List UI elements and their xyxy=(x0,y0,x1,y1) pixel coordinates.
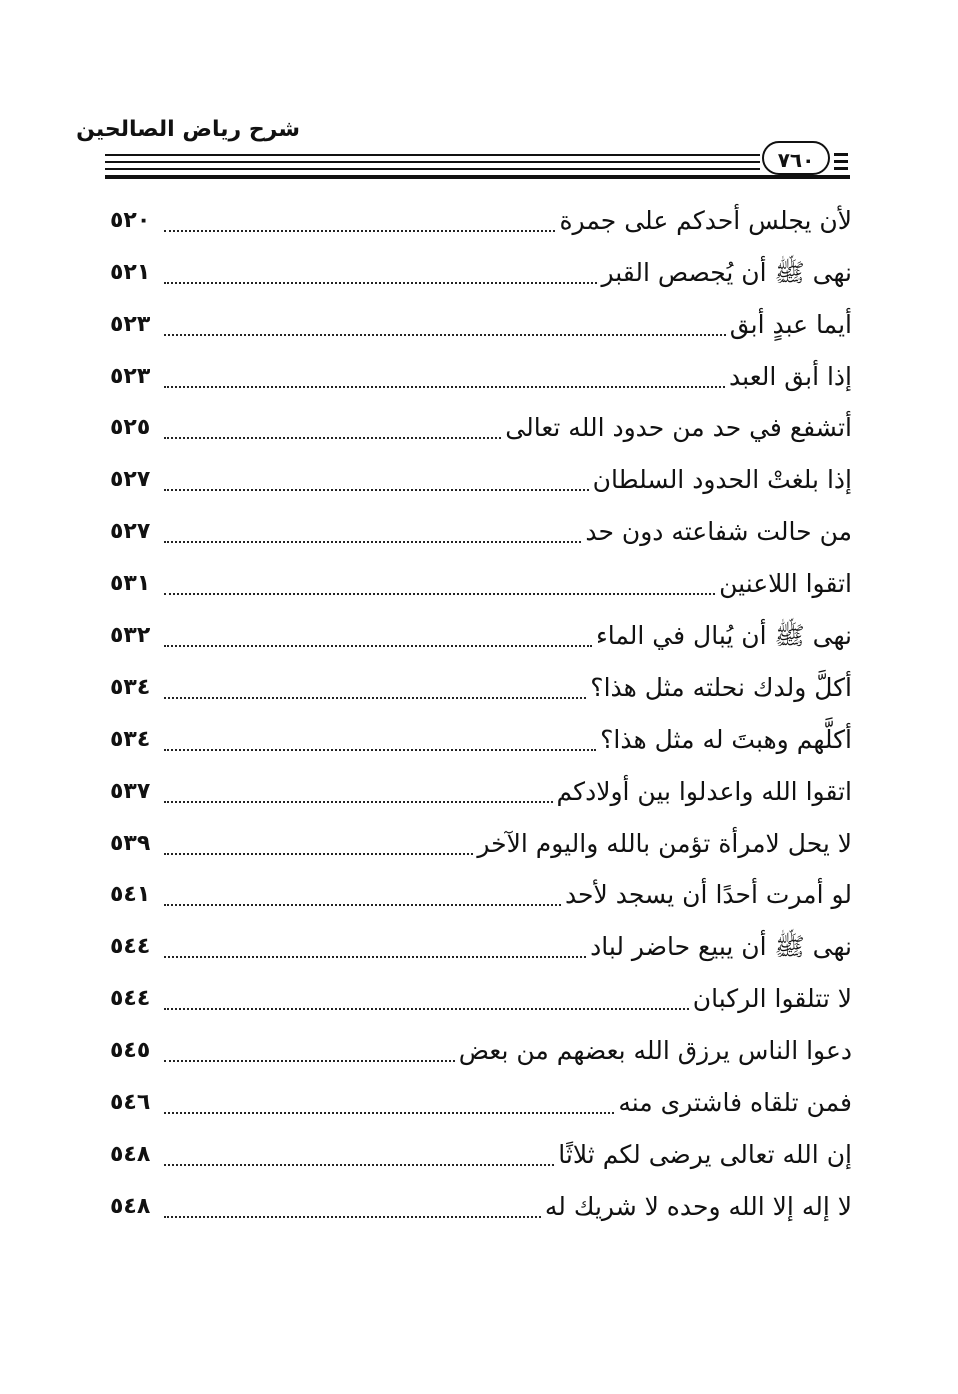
toc-entry-page: ٥٤٦ xyxy=(110,1090,151,1116)
toc-entry-title: أيما عبدٍ أبق xyxy=(729,309,852,339)
toc-entry-title: أكلَّهم وهبتَ له مثل هذا؟ xyxy=(600,724,852,754)
toc-entry xyxy=(110,1176,852,1228)
toc-entry-title: لا إله إلا الله وحده لا شريك له xyxy=(544,1191,852,1221)
dot-leader xyxy=(164,1060,455,1062)
toc-entry-page: ٥٢٠ xyxy=(110,207,151,233)
toc-entry-page: ٥٣٤ xyxy=(110,674,151,700)
toc-entry-title: لا يحل لامرأة تؤمن بالله واليوم الآخر xyxy=(477,828,852,858)
toc-entry-title: نهى ﷺ أن يبيع حاضر لباد xyxy=(590,932,852,962)
toc-entry xyxy=(110,1072,852,1124)
dot-leader xyxy=(164,1164,554,1166)
toc-entry-title: نهى ﷺ أن يُبال في الماء xyxy=(595,621,852,651)
toc-entry-title: إذا بلغتْ الحدود السلطان xyxy=(592,465,852,495)
toc-entry xyxy=(110,1020,852,1072)
toc-entry xyxy=(110,294,852,346)
toc-entry-title: اتقوا اللاعنين xyxy=(719,569,852,599)
dot-leader xyxy=(164,437,501,439)
toc-entry-title: أتشفع في حد من حدود الله تعالى xyxy=(505,413,852,443)
toc-entry xyxy=(110,709,852,761)
header-rule xyxy=(105,161,760,163)
toc-entry-title: فمن تلقاه فاشترى منه xyxy=(618,1088,852,1118)
toc-entry-page: ٥٣١ xyxy=(110,571,151,597)
toc-entry-title: نهى ﷺ أن يُجصص القبر xyxy=(601,257,852,287)
dot-leader xyxy=(164,541,581,543)
toc-entry xyxy=(110,553,852,605)
table-of-contents xyxy=(110,190,852,1228)
toc-entry-page: ٥٢٧ xyxy=(110,519,151,545)
header-ornament xyxy=(834,160,848,163)
toc-entry-page: ٥٢٣ xyxy=(110,311,151,337)
dot-leader xyxy=(164,489,589,491)
toc-entry-title: إن الله تعالى يرضى لكم ثلاثًا xyxy=(558,1139,852,1169)
toc-entry-page: ٥٣٢ xyxy=(110,623,151,649)
toc-entry xyxy=(110,346,852,398)
toc-entry xyxy=(110,190,852,242)
toc-entry-title: اتقوا الله واعدلوا بين أولادكم xyxy=(556,776,852,806)
toc-entry-page: ٥٢٥ xyxy=(110,415,151,441)
toc-entry xyxy=(110,449,852,501)
header-ornament xyxy=(834,153,848,156)
toc-entry xyxy=(110,813,852,865)
dot-leader xyxy=(164,1216,541,1218)
toc-entry xyxy=(110,968,852,1020)
dot-leader xyxy=(164,334,726,336)
toc-entry xyxy=(110,605,852,657)
toc-entry xyxy=(110,916,852,968)
toc-entry xyxy=(110,761,852,813)
running-header xyxy=(0,0,958,200)
dot-leader xyxy=(164,853,473,855)
page-number-badge: ٧٦٠ xyxy=(762,141,830,175)
dot-leader xyxy=(164,645,592,647)
toc-entry-page: ٥٤٨ xyxy=(110,1141,151,1167)
dot-leader xyxy=(164,904,561,906)
header-rule-thick xyxy=(105,175,850,179)
dot-leader xyxy=(164,282,597,284)
toc-entry-title: لو أمرت أحدًا أن يسجد لأحد xyxy=(564,880,852,910)
toc-entry-page: ٥٤٤ xyxy=(110,934,151,960)
toc-entry-page: ٥٢١ xyxy=(110,259,151,285)
toc-entry-title: من حالت شفاعته دون حد xyxy=(585,517,852,547)
toc-entry-page: ٥٣٤ xyxy=(110,726,151,752)
toc-entry xyxy=(110,501,852,553)
toc-entry-title: لا تتلقوا الركبان xyxy=(692,984,852,1014)
toc-entry xyxy=(110,657,852,709)
toc-entry-title: لأن يجلس أحدكم على جمرة xyxy=(559,205,852,235)
dot-leader xyxy=(164,1112,614,1114)
toc-entry-title: دعوا الناس يرزق الله بعضهم من بعض xyxy=(458,1036,852,1066)
toc-entry-title: أكلَّ ولدك نحلته مثل هذا؟ xyxy=(590,672,852,702)
toc-entry xyxy=(110,1124,852,1176)
toc-entry xyxy=(110,242,852,294)
dot-leader xyxy=(164,386,725,388)
dot-leader xyxy=(164,697,586,699)
toc-entry-page: ٥٤١ xyxy=(110,882,151,908)
dot-leader xyxy=(164,1008,689,1010)
toc-entry-page: ٥٣٧ xyxy=(110,778,151,804)
toc-entry-page: ٥٢٧ xyxy=(110,467,151,493)
toc-entry-page: ٥٤٥ xyxy=(110,1038,151,1064)
header-ornament xyxy=(834,167,848,170)
toc-entry xyxy=(110,865,852,917)
toc-entry xyxy=(110,398,852,450)
dot-leader xyxy=(164,956,586,958)
toc-entry-title: إذا أبق العبد xyxy=(729,361,852,391)
dot-leader xyxy=(164,230,555,232)
dot-leader xyxy=(164,749,596,751)
dot-leader xyxy=(164,801,553,803)
toc-entry-page: ٥٤٨ xyxy=(110,1193,151,1219)
dot-leader xyxy=(164,593,715,595)
header-rule xyxy=(105,168,760,170)
header-rule xyxy=(105,154,760,156)
toc-entry-page: ٥٤٤ xyxy=(110,986,151,1012)
toc-entry-page: ٥٣٩ xyxy=(110,830,151,856)
toc-entry-page: ٥٢٣ xyxy=(110,363,151,389)
book-title: شرح رياض الصالحين xyxy=(76,117,300,142)
